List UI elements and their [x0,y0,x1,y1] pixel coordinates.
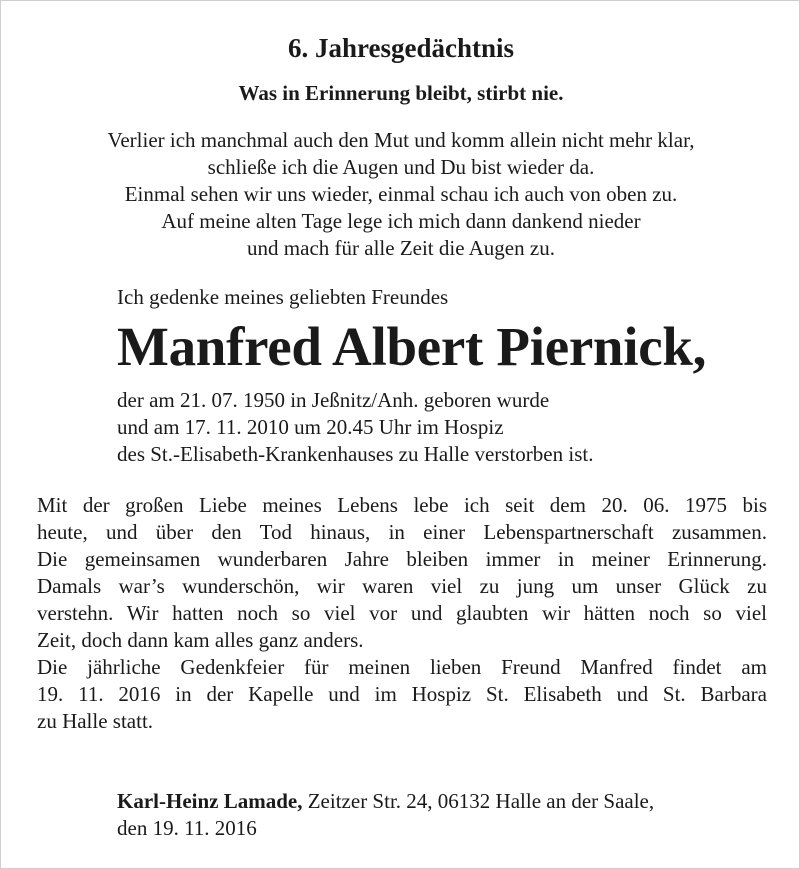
intro-text: Ich gedenke meines geliebten Freundes [117,285,449,309]
anniversary-heading: 6. Jahresgedächtnis [287,33,515,63]
body-line: heute, und über den Tod hinaus, in einer Lebenspartnerschaft zusammen. [37,520,767,544]
bio-line: und am 17. 11. 2010 um 20.45 Uhr im Hospiz [117,415,504,439]
body-line: Damals war’s wunderschön, wir waren viel zu jung um unser Glück zu [37,574,767,598]
body-paragraph [37,492,767,735]
body-line: Die gemeinsamen wunderbaren Jahre bleiben immer in meiner Erinnerung. [37,547,767,571]
body-line: Mit der großen Liebe meines Lebens lebe ich seit dem 20. 06. 1975 bis [37,493,767,517]
bio-line: des St.-Elisabeth-Krankenhauses zu Halle verstorben ist. [117,442,594,466]
biography [117,387,593,468]
signature-line [117,788,749,815]
body-line: verstehn. Wir hatten noch so viel vor und glaubten wir hätten noch so viel [37,601,767,625]
body-line: zu Halle statt. [37,709,154,733]
signature-date: den 19. 11. 2016 [117,816,257,840]
poem-line: Einmal sehen wir uns wieder, einmal schau ich auch von oben zu. [124,182,678,206]
poem-line: Auf meine alten Tage lege ich mich dann dankend nieder [161,209,641,233]
poem-line: schließe ich die Augen und Du bist wieder da. [207,155,595,179]
poem-line: und mach für alle Zeit die Augen zu. [247,236,555,260]
bio-line: der am 21. 07. 1950 in Jeßnitz/Anh. geboren wurde [117,388,550,412]
body-line: Zeit, doch dann kam alles ganz anders. [37,628,364,652]
body-line: 19. 11. 2016 in der Kapelle und im Hospiz St. Elisabeth und St. Barbara [37,682,767,706]
signature-block [117,788,749,842]
body-line: Die jährliche Gedenkfeier für meinen lieben Freund Manfred findet am [37,655,767,679]
signature-name: Karl-Heinz Lamade, [117,789,303,813]
poem [1,127,800,262]
motto: Was in Erinnerung bleibt, stirbt nie. [238,81,564,105]
poem-line: Verlier ich manchmal auch den Mut und komm allein nicht mehr klar, [107,128,695,152]
signature-address: Zeitzer Str. 24, 06132 Halle an der Saale, [302,789,655,813]
deceased-name: Manfred Albert Piernick, [117,316,707,377]
